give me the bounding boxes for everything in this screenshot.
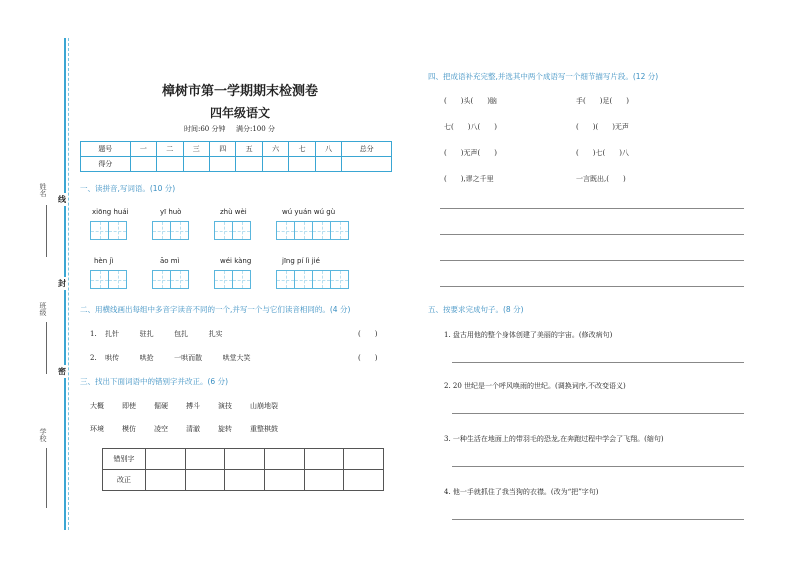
q2-word: 哄堂大笑 [222,354,251,362]
q5-item-3: 3. 一种生活在地面上的带羽毛的恐龙,在奔跑过程中学会了飞翔。(缩句) [444,435,664,443]
q3-word: 大概 [90,402,104,410]
q2-word: 哄抢 [139,354,154,362]
writing-grid-2[interactable] [152,221,188,240]
score-cell[interactable] [262,157,288,172]
q2-answer-paren-2[interactable]: ( ) [358,354,378,362]
q3-word: 旋转 [218,425,232,433]
idiom-2[interactable]: 手( )足( ) [576,97,629,105]
class-label: 班级 [39,302,47,316]
q2-word: 扎实 [208,330,223,338]
q3-word: 重整棋鼓 [250,425,278,433]
q5-item-1: 1. 盘古用他的整个身体创建了美丽的宇宙。(修改病句) [444,331,613,339]
answer-line[interactable] [452,466,744,467]
correction-cell[interactable] [225,449,265,470]
pinyin-2: yī huò [160,208,182,216]
correction-cell[interactable] [185,449,225,470]
writing-grid-7[interactable] [214,270,250,289]
score-header: 三 [183,142,209,157]
q2-num: 2. [90,354,97,362]
correction-cell[interactable] [264,449,304,470]
school-write-line [46,448,47,508]
idiom-7[interactable]: ( ),谬之千里 [444,175,494,183]
q3-word: 模仿 [122,425,136,433]
exam-title: 樟树市第一学期期末检测卷 [161,84,318,99]
q3-word: 演技 [218,402,232,410]
binding-dashed-line [68,38,69,530]
q2-word: 扎针 [105,330,120,338]
section-4-heading: 四、把成语补充完整,并选其中两个成语写一个细节描写片段。(12 分) [428,72,659,81]
score-header: 题号 [81,142,131,157]
score-table-score-row [81,157,392,172]
seal-char-xian: 线 [58,194,66,204]
idiom-4[interactable]: ( )( )无声 [576,123,629,131]
correction-cell[interactable] [344,449,384,470]
answer-line[interactable] [452,413,744,414]
score-header: 总分 [342,142,392,157]
pinyin-5: hèn jì [94,257,114,265]
seal-char-feng: 封 [58,278,66,288]
q5-item-2: 2. 20 世纪是一个呼风唤雨的世纪。(调换词序,不改变语义) [444,382,626,390]
q2-word: 哄传 [105,354,120,362]
correction-cell[interactable] [264,470,304,491]
idiom-6[interactable]: ( )七( )八 [576,149,629,157]
seal-char-mi: 密 [58,366,66,376]
idiom-8[interactable]: 一言既出,( ) [576,175,626,183]
section-1-heading: 一、读拼音,写词语。(10 分) [80,184,176,193]
name-label: 姓名 [39,183,47,197]
score-header: 八 [315,142,341,157]
pinyin-8: jīng pí lì jié [282,257,320,265]
q2-word: 一哄而散 [174,354,203,362]
writing-grid-6[interactable] [152,270,188,289]
school-label: 学校 [39,428,47,442]
answer-line[interactable] [440,208,744,209]
q3-word: 环境 [90,425,104,433]
q2-word: 驻扎 [139,330,154,338]
answer-line[interactable] [440,234,744,235]
writing-grid-8[interactable] [276,270,348,289]
score-cell[interactable] [209,157,235,172]
section-3-heading: 三、找出下面词语中的错别字并改正。(6 分) [80,377,229,386]
pinyin-3: zhù wèi [220,208,247,216]
score-cell[interactable] [157,157,183,172]
score-cell[interactable] [130,157,156,172]
q3-word: 搏斗 [186,402,200,410]
q3-word: 山崩地裂 [250,402,278,410]
idiom-5[interactable]: ( )无声( ) [444,149,497,157]
name-write-line [46,205,47,257]
score-cell[interactable] [289,157,315,172]
correction-label-wrong: 错别字 [103,449,146,470]
score-cell[interactable] [342,157,392,172]
correction-cell[interactable] [304,449,344,470]
q3-word: 清澈 [186,425,200,433]
score-header: 六 [262,142,288,157]
answer-line[interactable] [452,362,744,363]
score-header: 二 [157,142,183,157]
idiom-3[interactable]: 七( )八( ) [444,123,497,131]
class-write-line [46,322,47,374]
score-cell[interactable] [315,157,341,172]
idiom-1[interactable]: ( )头( )脑 [444,97,497,105]
q2-answer-paren-1[interactable]: ( ) [358,330,378,338]
correction-cell[interactable] [146,470,186,491]
answer-line[interactable] [440,286,744,287]
answer-line[interactable] [440,260,744,261]
correction-cell[interactable] [344,470,384,491]
correction-table [102,448,384,491]
q3-word: 凌空 [154,425,168,433]
q2-item-1 [90,329,223,339]
q2-num: 1. [90,330,97,338]
score-header: 一 [130,142,156,157]
score-header: 七 [289,142,315,157]
score-info: 满分:100 分 [236,125,275,133]
q2-word: 包扎 [174,330,189,338]
section-5-heading: 五、按要求完成句子。(8 分) [428,305,524,314]
correction-cell[interactable] [185,470,225,491]
q2-item-2 [90,353,251,363]
score-row-label: 得分 [81,157,131,172]
exam-subtitle: 四年级语文 [209,106,270,120]
q3-word: 即使 [122,402,136,410]
score-header: 五 [236,142,262,157]
writing-grid-3[interactable] [214,221,250,240]
writing-grid-1[interactable] [90,221,126,240]
correction-cell[interactable] [146,449,186,470]
score-cell[interactable] [236,157,262,172]
q3-word: 倔硬 [154,402,168,410]
answer-line[interactable] [452,519,744,520]
correction-cell[interactable] [304,470,344,491]
score-header: 四 [209,142,235,157]
time-info: 时间:60 分钟 [184,125,226,133]
pinyin-7: wéi kàng [220,257,252,265]
correction-cell[interactable] [225,470,265,491]
correction-label-fix: 改正 [103,470,146,491]
pinyin-1: xiōng huái [92,208,129,216]
writing-grid-4[interactable] [276,221,348,240]
pinyin-4: wú yuán wú gù [282,208,336,216]
writing-grid-5[interactable] [90,270,126,289]
q5-item-4: 4. 他一手就抓住了我当狗的衣襟。(改为“把”字句) [444,488,599,496]
score-cell[interactable] [183,157,209,172]
pinyin-6: āo mì [160,257,180,265]
section-2-heading: 二、用横线画出每组中多音字读音不同的一个,并写一个与它们读音相同的。(4 分) [80,305,351,314]
score-table-header-row [81,142,392,157]
score-table [80,141,392,172]
